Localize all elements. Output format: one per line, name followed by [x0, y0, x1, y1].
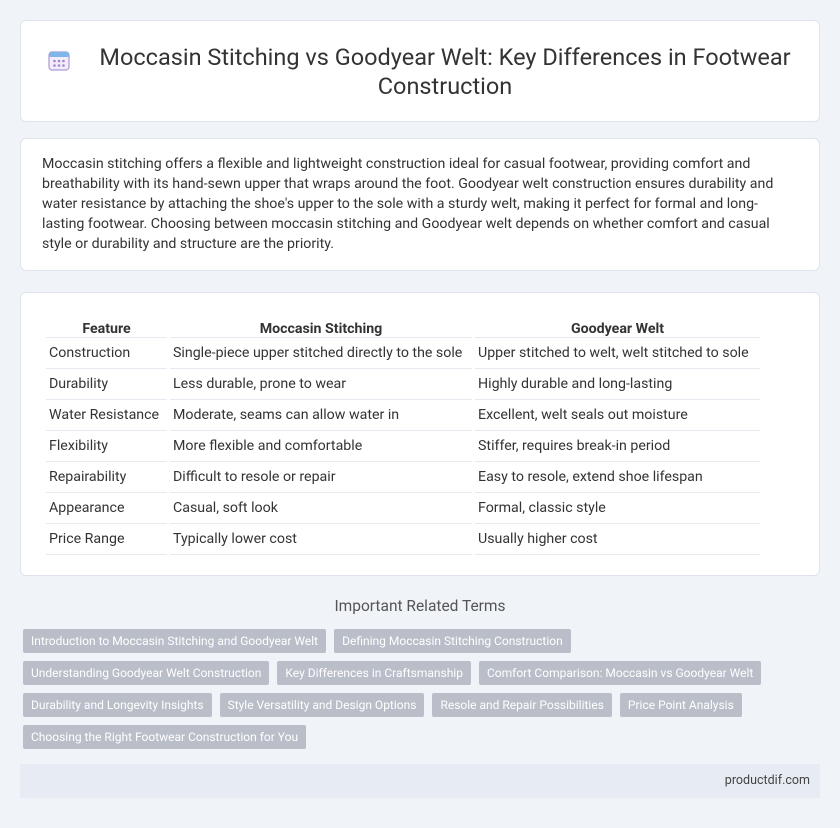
table-row: [46, 369, 760, 400]
cell-moccasin: Less durable, prone to wear: [170, 369, 472, 400]
cell-goodyear: Highly durable and long-lasting: [475, 369, 760, 400]
title-card: [20, 20, 820, 122]
cell-moccasin: Difficult to resole or repair: [170, 462, 472, 493]
cell-feature: Price Range: [46, 524, 167, 555]
related-term-tag[interactable]: Style Versatility and Design Options: [220, 693, 425, 717]
cell-feature: Construction: [46, 338, 167, 369]
cell-goodyear: Usually higher cost: [475, 524, 760, 555]
cell-goodyear: Easy to resole, extend shoe lifespan: [475, 462, 760, 493]
related-term-tag[interactable]: Introduction to Moccasin Stitching and Goodyear Welt: [23, 629, 326, 653]
cell-goodyear: Stiffer, requires break-in period: [475, 431, 760, 462]
related-term-tag[interactable]: Defining Moccasin Stitching Construction: [334, 629, 571, 653]
related-term-tag[interactable]: Resole and Repair Possibilities: [432, 693, 611, 717]
related-term-tag[interactable]: Understanding Goodyear Welt Construction: [23, 661, 269, 685]
table-header-row: [46, 315, 760, 338]
footer-site-name[interactable]: productdif.com: [724, 773, 810, 788]
table-row: [46, 462, 760, 493]
cell-goodyear: Upper stitched to welt, welt stitched to sole: [475, 338, 760, 369]
related-term-tag[interactable]: Choosing the Right Footwear Construction for You: [23, 725, 306, 749]
related-term-tag[interactable]: Durability and Longevity Insights: [23, 693, 212, 717]
footer: [20, 764, 820, 798]
cell-goodyear: Formal, classic style: [475, 493, 760, 524]
table-row: [46, 493, 760, 524]
table-row: [46, 400, 760, 431]
table-row: [46, 524, 760, 555]
page-title: Moccasin Stitching vs Goodyear Welt: Key Differences in Footwear Construction: [99, 43, 791, 100]
cell-goodyear: Excellent, welt seals out moisture: [475, 400, 760, 431]
cell-moccasin: Single-piece upper stitched directly to the sole: [170, 338, 472, 369]
cell-moccasin: More flexible and comfortable: [170, 431, 472, 462]
intro-card: [20, 138, 820, 271]
cell-feature: Flexibility: [46, 431, 167, 462]
cell-feature: Repairability: [46, 462, 167, 493]
header-moccasin: Moccasin Stitching: [170, 315, 472, 338]
table-row: [46, 431, 760, 462]
header-goodyear: Goodyear Welt: [475, 315, 760, 338]
related-term-tag[interactable]: Comfort Comparison: Moccasin vs Goodyear Welt: [479, 661, 761, 685]
related-terms-heading: Important Related Terms: [334, 597, 506, 615]
related-term-tag[interactable]: Key Differences in Craftsmanship: [277, 661, 471, 685]
cell-moccasin: Typically lower cost: [170, 524, 472, 555]
intro-paragraph: Moccasin stitching offers a flexible and lightweight construction ideal for casual footwear, providing comfort and breathability with its hand-sewn upper that wraps around the foot. Goodyear welt construction ensures durability and water resistance by attaching the shoe's upper to the sole with a sturdy welt, making it perfect for formal and long-lasting footwear. Choosing between moccasin stitching and Goodyear welt depends on whether comfort and casual style or durability and structure are the priority.: [42, 156, 774, 252]
calendar-icon: [48, 49, 70, 71]
header-feature: Feature: [46, 315, 167, 338]
cell-moccasin: Moderate, seams can allow water in: [170, 400, 472, 431]
cell-moccasin: Casual, soft look: [170, 493, 472, 524]
cell-feature: Water Resistance: [46, 400, 167, 431]
comparison-card: [20, 292, 820, 576]
comparison-table: [43, 315, 763, 555]
cell-feature: Appearance: [46, 493, 167, 524]
related-term-tag[interactable]: Price Point Analysis: [620, 693, 742, 717]
related-terms-list: [23, 629, 768, 749]
cell-feature: Durability: [46, 369, 167, 400]
table-row: [46, 338, 760, 369]
